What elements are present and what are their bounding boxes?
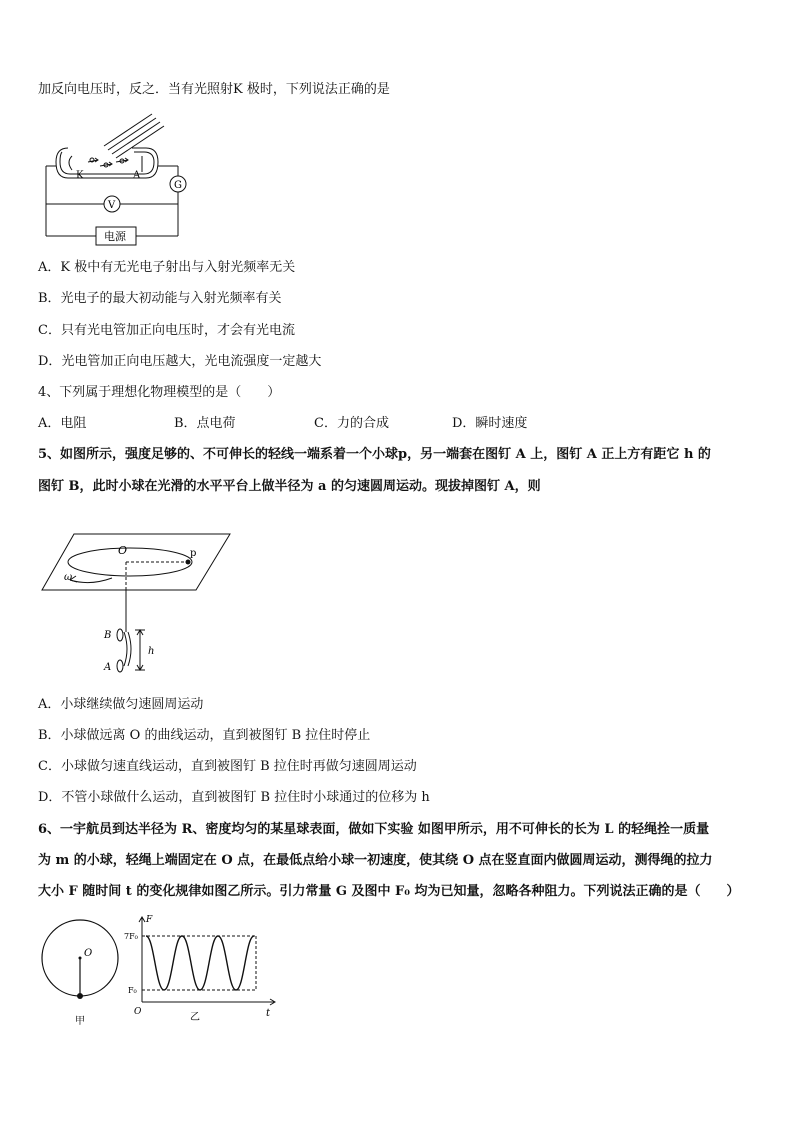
axis-t-label: t xyxy=(266,1008,271,1019)
q4-options xyxy=(38,416,598,432)
label-jia: 甲 xyxy=(75,1016,85,1027)
q5-option-d: D．不管小球做什么运动，直到被图钉 B 拉住时小球通过的位移为 h xyxy=(38,790,430,805)
q4-option-b: B．点电荷 xyxy=(174,416,236,431)
label-k: K xyxy=(76,170,84,181)
q3-option-b: B．光电子的最大初动能与入射光频率有关 xyxy=(38,291,282,306)
q3-stem-tail: 加反向电压时，反之．当有光照射K 极时，下列说法正确的是 xyxy=(38,82,390,97)
label-p: p xyxy=(190,548,197,559)
q6-stem-line1: 6、一宇航员到达半径为 R、密度均匀的某星球表面，做如下实验 如图甲所示，用不可伸长的长为 L 的轻绳拴一质量 xyxy=(38,822,710,837)
q4-option-a: A．电阻 xyxy=(38,416,87,431)
q5-stem-line2: 图钉 B，此时小球在光滑的水平平台上做半径为 a 的匀速圆周运动。现拔掉图钉 A，则 xyxy=(38,479,541,494)
label-a: A xyxy=(133,170,141,181)
q4-option-c: C．力的合成 xyxy=(314,416,389,431)
tick-7f0: 7F₀ xyxy=(124,932,138,941)
q5-option-c: C．小球做匀速直线运动，直到被图钉 B 拉住时再做匀速圆周运动 xyxy=(38,759,417,774)
label-a: A xyxy=(104,662,112,673)
q3-option-c: C．只有光电管加正向电压时，才会有光电流 xyxy=(38,323,295,338)
origin-label: O xyxy=(134,1007,142,1017)
axis-f-label: F xyxy=(146,915,153,925)
q5-option-a: A．小球继续做匀速圆周运动 xyxy=(38,697,204,712)
photoelectric-circuit-figure xyxy=(40,110,190,245)
label-h: h xyxy=(148,646,155,657)
q3-option-a: A．K 极中有无光电子射出与入射光频率无关 xyxy=(38,260,296,275)
label-o: O xyxy=(84,948,93,959)
q4-option-d: D．瞬时速度 xyxy=(452,416,528,431)
label-b: B xyxy=(104,630,112,641)
q5-stem-line1: 5、如图所示，强度足够的、不可伸长的轻线一端系着一个小球p，另一端套在图钉 A 上，图钉 A 正上方有距它 h 的 xyxy=(38,447,711,462)
label-v: V xyxy=(108,200,116,211)
pin-string-figure xyxy=(40,528,240,678)
label-omega: ω xyxy=(64,572,73,583)
force-curve xyxy=(146,936,254,990)
q6-stem-line3: 大小 F 随时间 t 的变化规律如图乙所示。引力常量 G 及图中 F₀ 均为已知量，忽略各种阻力。下列说法正确的是（ ） xyxy=(38,884,740,899)
label-power: 电源 xyxy=(104,230,126,243)
vertical-circle-figure xyxy=(40,918,120,1028)
label-yi: 乙 xyxy=(190,1012,200,1023)
q5-option-b: B．小球做远离 O 的曲线运动，直到被图钉 B 拉住时停止 xyxy=(38,728,371,743)
q3-option-d: D．光电管加正向电压越大，光电流强度一定越大 xyxy=(38,354,322,369)
tick-f0: F₀ xyxy=(128,986,137,995)
q6-stem-line2: 为 m 的小球，轻绳上端固定在 O 点，在最低点给小球一初速度，使其绕 O 点在竖直面内做圆周运动，测得绳的拉力 xyxy=(38,853,713,868)
label-o: O xyxy=(118,544,128,557)
q4-stem: 4、下列属于理想化物理模型的是（ ） xyxy=(38,385,281,400)
force-time-graph xyxy=(124,912,284,1022)
label-g: G xyxy=(174,180,182,191)
